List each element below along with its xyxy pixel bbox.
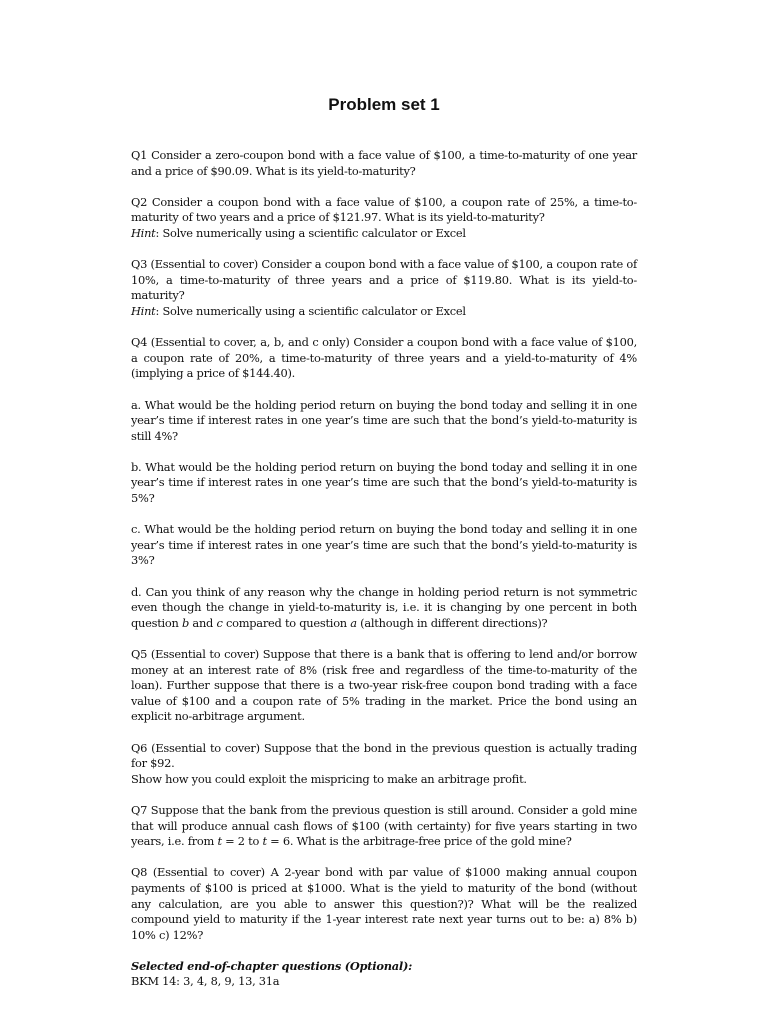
question-text: = 2 to <box>221 834 263 849</box>
hint-label: Hint <box>131 225 156 240</box>
question-text: Q5 (Essential to cover) Suppose that there is a bank that is offering to lend and/or borrow money at an interest rate of 8% (risk free and regardless of the time-to-maturity of the loan). Further suppose that there is a two-year risk-free coupon bond trading with a face value of $100 and a coupon rate of 5% trading in the market. Price the bond using an explicit no-arbitrage argument. <box>131 647 637 724</box>
question-text: Q1 Consider a zero-coupon bond with a face value of $100, a time-to-maturity of one year and a price of $90.09. What is its yield-to-maturity? <box>131 148 637 178</box>
hint-text: : Solve numerically using a scientific calculator or Excel <box>155 303 466 318</box>
page-title: Problem set 1 <box>328 95 440 114</box>
optional-heading: Selected end-of-chapter questions (Optional): <box>131 958 413 973</box>
question-q1 <box>131 148 637 179</box>
question-q8 <box>131 865 637 943</box>
time-variable: t <box>262 834 267 849</box>
question-ref-a: a <box>350 615 357 630</box>
question-text: Q8 (Essential to cover) A 2-year bond with par value of $1000 making annual coupon payments of $100 is priced at $1000. What is the yield to maturity of the bond (without any calculation, are you able to answer this question?)? What will be the realized compound yield to maturity if the 1-year interest rate next year turns out to be: a) 8% b) 10% c) 12%? <box>131 865 637 942</box>
question-text: (although in different directions)? <box>356 615 548 630</box>
question-text: d. Can you think of any reason why the change in holding period return is not symmetric even though the change in yield-to-maturity is, i.e. it is changing by one percent in both question <box>131 584 637 630</box>
question-q2 <box>131 195 637 242</box>
question-q6 <box>131 741 637 788</box>
question-text: = 6. What is the arbitrage-free price of the gold mine? <box>266 834 572 849</box>
problem-list <box>131 148 637 990</box>
hint-line <box>131 304 637 320</box>
question-text: and <box>189 615 217 630</box>
question-text: Q4 (Essential to cover, a, b, and c only) Consider a coupon bond with a face value of $100, a coupon rate of 20%, a time-to-maturity of three years and a yield-to-maturity of 4% (implying a price of $144.40). <box>131 335 637 381</box>
hint-line <box>131 226 637 242</box>
time-variable: t <box>217 834 222 849</box>
optional-question-list: BKM 14: 3, 4, 8, 9, 13, 31a <box>131 974 280 989</box>
question-text: Q3 (Essential to cover) Consider a coupon bond with a face value of $100, a coupon rate of 10%, a time-to-maturity of three years and a price of $119.80. What is its yield-to-maturity? <box>131 257 637 303</box>
question-q7 <box>131 803 637 850</box>
question-q4d <box>131 585 637 632</box>
question-text: a. What would be the holding period return on buying the bond today and selling it in one year’s time if interest rates in one year’s time are such that the bond’s yield-to-maturity is still 4%? <box>131 397 637 443</box>
hint-text: : Solve numerically using a scientific calculator or Excel <box>155 225 466 240</box>
question-text: Q6 (Essential to cover) Suppose that the bond in the previous question is actually trading for $92. <box>131 740 637 771</box>
question-ref-c: c <box>216 615 223 630</box>
question-q4c <box>131 522 637 569</box>
question-text: c. What would be the holding period return on buying the bond today and selling it in one year’s time if interest rates in one year’s time are such that the bond’s yield-to-maturity is 3%? <box>131 522 637 568</box>
question-ref-b: b <box>182 615 190 630</box>
question-q4b <box>131 460 637 507</box>
question-q4a <box>131 398 637 445</box>
question-q5 <box>131 647 637 725</box>
question-text: Show how you could exploit the mispricing to make an arbitrage profit. <box>131 771 527 786</box>
question-text: b. What would be the holding period return on buying the bond today and selling it in one year’s time if interest rates in one year’s time are such that the bond’s yield-to-maturity is 5%? <box>131 459 637 506</box>
hint-label: Hint <box>131 303 156 318</box>
question-text: Q2 Consider a coupon bond with a face value of $100, a coupon rate of 25%, a time-to-maturity of two years and a price of $121.97. What is its yield-to-maturity? <box>131 194 637 225</box>
question-q3 <box>131 257 637 319</box>
question-text: Q7 Suppose that the bank from the previous question is still around. Consider a gold mine that will produce annual cash flows of $100 (with certainty) for five years starting in two years, i.e. from <box>131 802 637 849</box>
optional-section <box>131 959 637 990</box>
question-q4 <box>131 335 637 382</box>
question-text: compared to question <box>222 615 351 630</box>
